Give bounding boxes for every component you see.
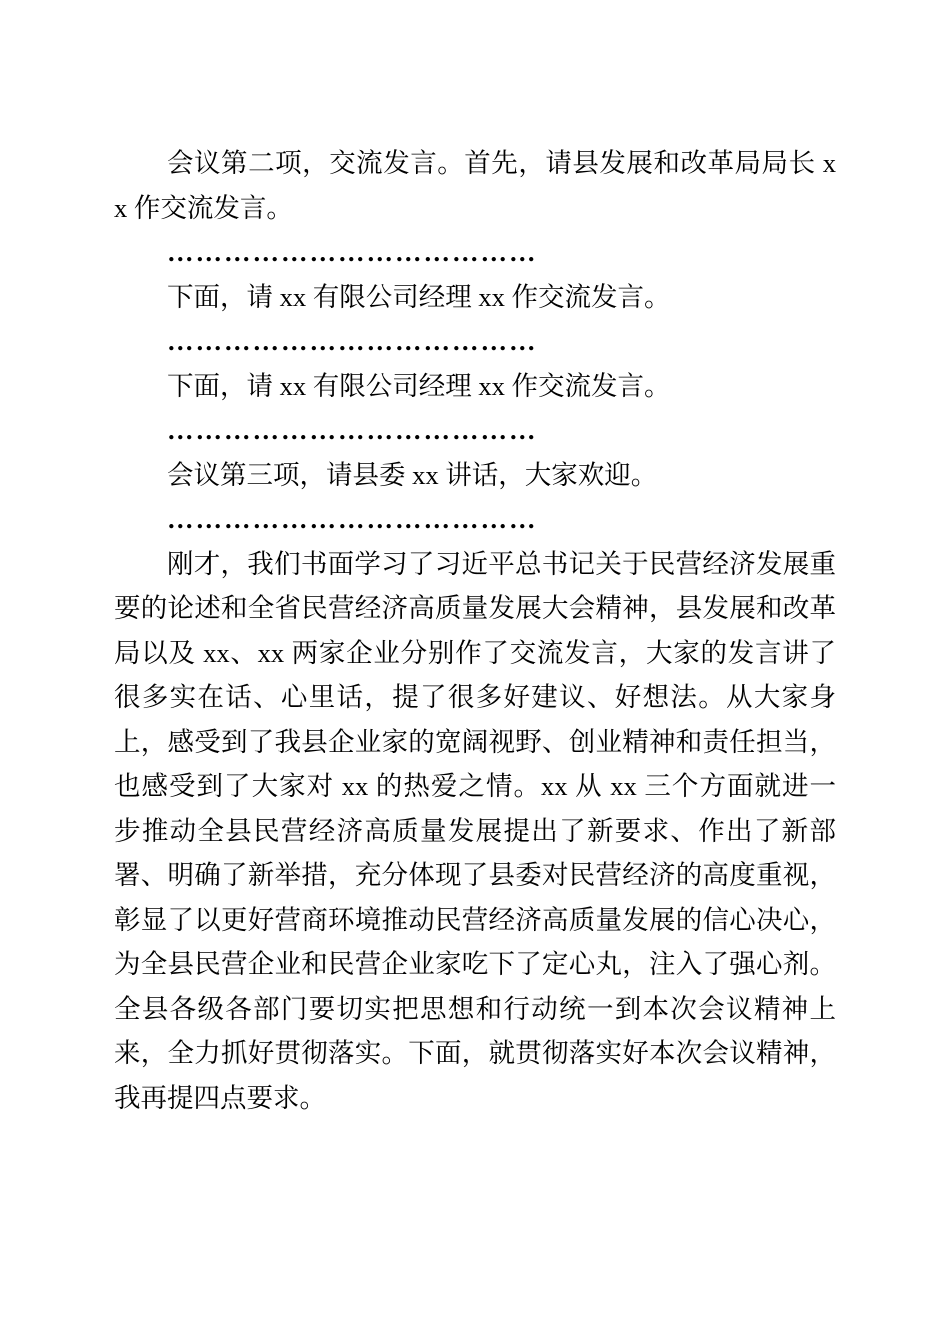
paragraph-meeting-item-3: 会议第三项，请县委 xx 讲话，大家欢迎。 xyxy=(167,459,658,490)
ellipsis-separator: ………………………………… xyxy=(167,415,538,445)
ellipsis-separator: ………………………………… xyxy=(167,504,538,534)
paragraph-leader-remarks: 刚才，我们书面学习了习近平总书记关于民营经济发展重要的论述和全省民营经济高质量发展大会精神，县发展和改革局以及 xx、xx 两家企业分别作了交流发言，大家的发言讲了很多实在话、心里话，提了很多好建议、好想法。从大家身上，感受到了我县企业家的宽阔视野、创业精神和责任担当，也感受到了大家对 xx 的热爱之情。xx 从 xx 三个方面就进一步推动全县民营经济高质量发展提出了新要求、作出了新部署、明确了新举措，充分体现了县委对民营经济的高度重视，彰显了以更好营商环境推动民营经济高质量发展的信心决心，为全县民营企业和民营企业家吃下了定心丸，注入了强心剂。全县各级各部门要切实把思想和行动统一到本次会议精神上来，全力抓好贯彻落实。下面，就贯彻落实好本次会议精神，我再提四点要求。 xyxy=(114,548,836,1113)
paragraph-speaker-invite-2: 下面，请 xx 有限公司经理 xx 作交流发言。 xyxy=(167,370,671,401)
paragraph-speaker-invite-1: 下面，请 xx 有限公司经理 xx 作交流发言。 xyxy=(167,281,671,312)
ellipsis-separator: ………………………………… xyxy=(167,326,538,356)
document-body xyxy=(114,141,836,1120)
ellipsis-separator: ………………………………… xyxy=(167,237,538,267)
paragraph-meeting-item-2: 会议第二项，交流发言。首先，请县发展和改革局局长 xx 作交流发言。 xyxy=(114,148,836,223)
